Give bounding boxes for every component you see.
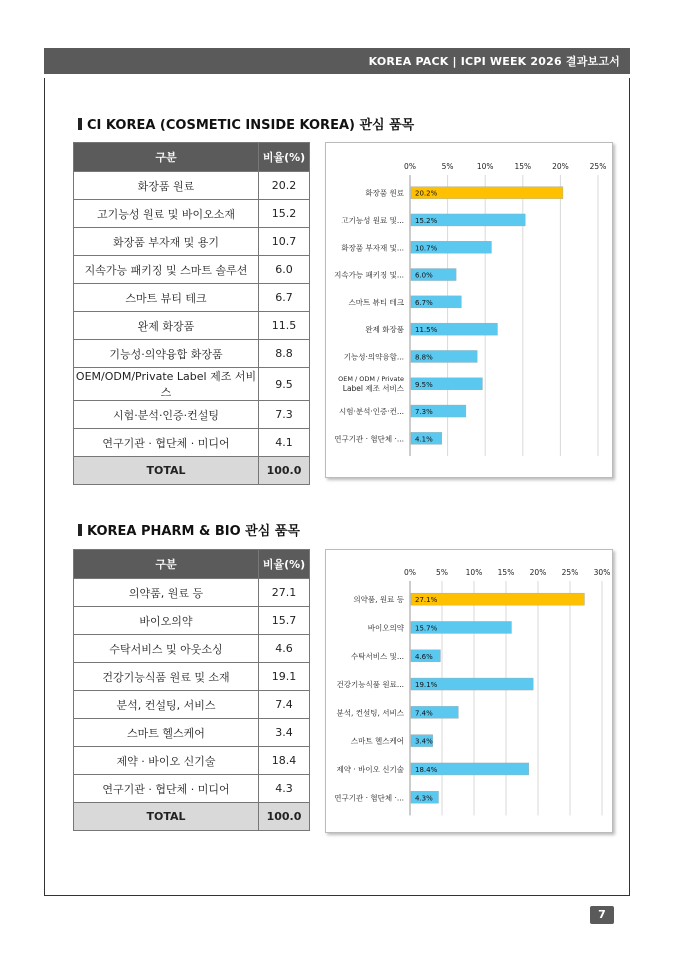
x-tick-label: 20% bbox=[529, 568, 547, 577]
row-category: 스마트 헬스케어 bbox=[74, 719, 259, 747]
x-tick-label: 15% bbox=[514, 162, 532, 171]
pharm-bio-table bbox=[73, 549, 310, 831]
data-label: 7.4% bbox=[415, 709, 433, 718]
data-label: 4.3% bbox=[415, 794, 433, 803]
category-label: OEM / ODM / Private Label 제조 서비스 bbox=[338, 374, 404, 393]
total-label: TOTAL bbox=[74, 457, 259, 485]
x-tick-label: 5% bbox=[441, 162, 454, 171]
data-label: 6.7% bbox=[415, 298, 433, 307]
category-label: 건강기능식품 원료... bbox=[336, 680, 404, 690]
table-row bbox=[74, 172, 310, 200]
row-category: 건강기능식품 원료 및 소재 bbox=[74, 663, 259, 691]
x-tick-label: 0% bbox=[404, 162, 416, 171]
row-category: 기능성·의약융합 화장품 bbox=[74, 340, 259, 368]
row-ratio: 4.1 bbox=[259, 429, 310, 457]
x-tick-label: 15% bbox=[497, 568, 515, 577]
data-label: 4.6% bbox=[415, 652, 433, 661]
table-row bbox=[74, 635, 310, 663]
row-ratio: 6.7 bbox=[259, 284, 310, 312]
x-tick-label: 10% bbox=[476, 162, 494, 171]
row-ratio: 4.6 bbox=[259, 635, 310, 663]
row-category: 바이오의약 bbox=[74, 607, 259, 635]
table-header-category: 구분 bbox=[74, 550, 259, 579]
data-label: 27.1% bbox=[415, 596, 438, 605]
row-ratio: 18.4 bbox=[259, 747, 310, 775]
page-number: 7 bbox=[590, 906, 614, 924]
data-label: 7.3% bbox=[415, 408, 433, 417]
row-ratio: 7.3 bbox=[259, 401, 310, 429]
row-category: 스마트 뷰티 테크 bbox=[74, 284, 259, 312]
category-label: 고기능성 원료 및... bbox=[341, 215, 404, 225]
category-label: 연구기관 · 협단체 ·... bbox=[334, 434, 404, 444]
row-ratio: 8.8 bbox=[259, 340, 310, 368]
table-row bbox=[74, 719, 310, 747]
total-value: 100.0 bbox=[259, 803, 310, 831]
table-row bbox=[74, 607, 310, 635]
row-ratio: 7.4 bbox=[259, 691, 310, 719]
table-total-row bbox=[74, 457, 310, 485]
data-label: 4.1% bbox=[415, 435, 433, 444]
category-label: 스마트 뷰티 테크 bbox=[348, 297, 404, 307]
table-row bbox=[74, 200, 310, 228]
pharm-bio-chart-svg bbox=[326, 550, 612, 832]
row-ratio: 3.4 bbox=[259, 719, 310, 747]
data-label: 15.7% bbox=[415, 624, 438, 633]
x-tick-label: 30% bbox=[593, 568, 611, 577]
category-label: 화장품 원료 bbox=[365, 188, 404, 198]
ci-korea-bar-chart bbox=[325, 142, 613, 478]
data-label: 8.8% bbox=[415, 353, 433, 362]
data-label: 6.0% bbox=[415, 271, 433, 280]
row-category: 의약품, 원료 등 bbox=[74, 579, 259, 607]
report-header-title: KOREA PACK | ICPI WEEK 2026 결과보고서 bbox=[368, 55, 620, 68]
section-marker-icon bbox=[78, 524, 82, 536]
table-header-ratio: 비율(%) bbox=[259, 550, 310, 579]
row-ratio: 9.5 bbox=[259, 368, 310, 401]
section-marker-icon bbox=[78, 118, 82, 130]
table-row bbox=[74, 775, 310, 803]
table-row bbox=[74, 663, 310, 691]
category-label: 완제 화장품 bbox=[365, 325, 404, 335]
row-ratio: 6.0 bbox=[259, 256, 310, 284]
x-tick-label: 20% bbox=[552, 162, 569, 171]
row-category: 제약 · 바이오 신기술 bbox=[74, 747, 259, 775]
row-ratio: 15.7 bbox=[259, 607, 310, 635]
category-label: 제약 · 바이오 신기술 bbox=[336, 764, 404, 774]
section-title-pharm-bio: KOREA PHARM & BIO 관심 품목 bbox=[78, 520, 300, 539]
table-row bbox=[74, 228, 310, 256]
row-ratio: 19.1 bbox=[259, 663, 310, 691]
category-label: 기능성·의약융합... bbox=[343, 352, 404, 362]
row-ratio: 27.1 bbox=[259, 579, 310, 607]
report-header bbox=[44, 48, 630, 74]
table-row bbox=[74, 312, 310, 340]
table-total-row bbox=[74, 803, 310, 831]
table-row bbox=[74, 747, 310, 775]
category-label: 연구기관 · 협단체 ·... bbox=[334, 793, 404, 803]
table-row bbox=[74, 340, 310, 368]
total-value: 100.0 bbox=[259, 457, 310, 485]
row-category: 완제 화장품 bbox=[74, 312, 259, 340]
pharm-bio-bar-chart bbox=[325, 549, 613, 833]
row-ratio: 15.2 bbox=[259, 200, 310, 228]
table-row bbox=[74, 691, 310, 719]
category-label: 수탁서비스 및... bbox=[350, 651, 404, 661]
row-ratio: 4.3 bbox=[259, 775, 310, 803]
table-header-ratio: 비율(%) bbox=[259, 143, 310, 172]
table-row bbox=[74, 368, 310, 401]
data-label: 10.7% bbox=[415, 244, 438, 253]
x-tick-label: 10% bbox=[465, 568, 483, 577]
x-tick-label: 5% bbox=[436, 568, 448, 577]
row-category: 화장품 부자재 및 용기 bbox=[74, 228, 259, 256]
data-label: 18.4% bbox=[415, 765, 438, 774]
category-label: 의약품, 원료 등 bbox=[353, 595, 404, 605]
row-category: 분석, 컨설팅, 서비스 bbox=[74, 691, 259, 719]
category-label: 시험·분석·인증·컨... bbox=[338, 407, 404, 417]
total-label: TOTAL bbox=[74, 803, 259, 831]
row-category: 시험·분석·인증·컨설팅 bbox=[74, 401, 259, 429]
x-tick-label: 25% bbox=[561, 568, 579, 577]
row-category: OEM/ODM/Private Label 제조 서비스 bbox=[74, 368, 259, 401]
data-label: 9.5% bbox=[415, 380, 433, 389]
section-title-ci-korea: CI KOREA (COSMETIC INSIDE KOREA) 관심 품목 bbox=[78, 114, 414, 133]
data-label: 3.4% bbox=[415, 737, 433, 746]
table-row bbox=[74, 284, 310, 312]
row-category: 연구기관 · 협단체 · 미디어 bbox=[74, 775, 259, 803]
ci-korea-chart-svg bbox=[326, 143, 612, 477]
category-label: 분석, 컨설팅, 서비스 bbox=[336, 708, 404, 718]
category-label: 지속가능 패키징 및... bbox=[334, 270, 404, 280]
table-header-category: 구분 bbox=[74, 143, 259, 172]
row-category: 연구기관 · 협단체 · 미디어 bbox=[74, 429, 259, 457]
row-ratio: 10.7 bbox=[259, 228, 310, 256]
row-category: 지속가능 패키징 및 스마트 솔루션 bbox=[74, 256, 259, 284]
table-row bbox=[74, 401, 310, 429]
data-label: 19.1% bbox=[415, 681, 438, 690]
table-row bbox=[74, 579, 310, 607]
x-tick-label: 0% bbox=[404, 568, 416, 577]
data-label: 15.2% bbox=[415, 216, 438, 225]
row-category: 수탁서비스 및 아웃소싱 bbox=[74, 635, 259, 663]
table-row bbox=[74, 256, 310, 284]
row-ratio: 11.5 bbox=[259, 312, 310, 340]
category-label: 화장품 부자재 및... bbox=[341, 243, 404, 253]
x-tick-label: 25% bbox=[589, 162, 607, 171]
table-row bbox=[74, 429, 310, 457]
category-label: 바이오의약 bbox=[367, 623, 404, 633]
row-category: 고기능성 원료 및 바이오소재 bbox=[74, 200, 259, 228]
ci-korea-table bbox=[73, 142, 310, 485]
category-label: 스마트 헬스케어 bbox=[350, 736, 404, 746]
data-label: 11.5% bbox=[415, 326, 438, 335]
row-category: 화장품 원료 bbox=[74, 172, 259, 200]
row-ratio: 20.2 bbox=[259, 172, 310, 200]
data-label: 20.2% bbox=[415, 189, 438, 198]
